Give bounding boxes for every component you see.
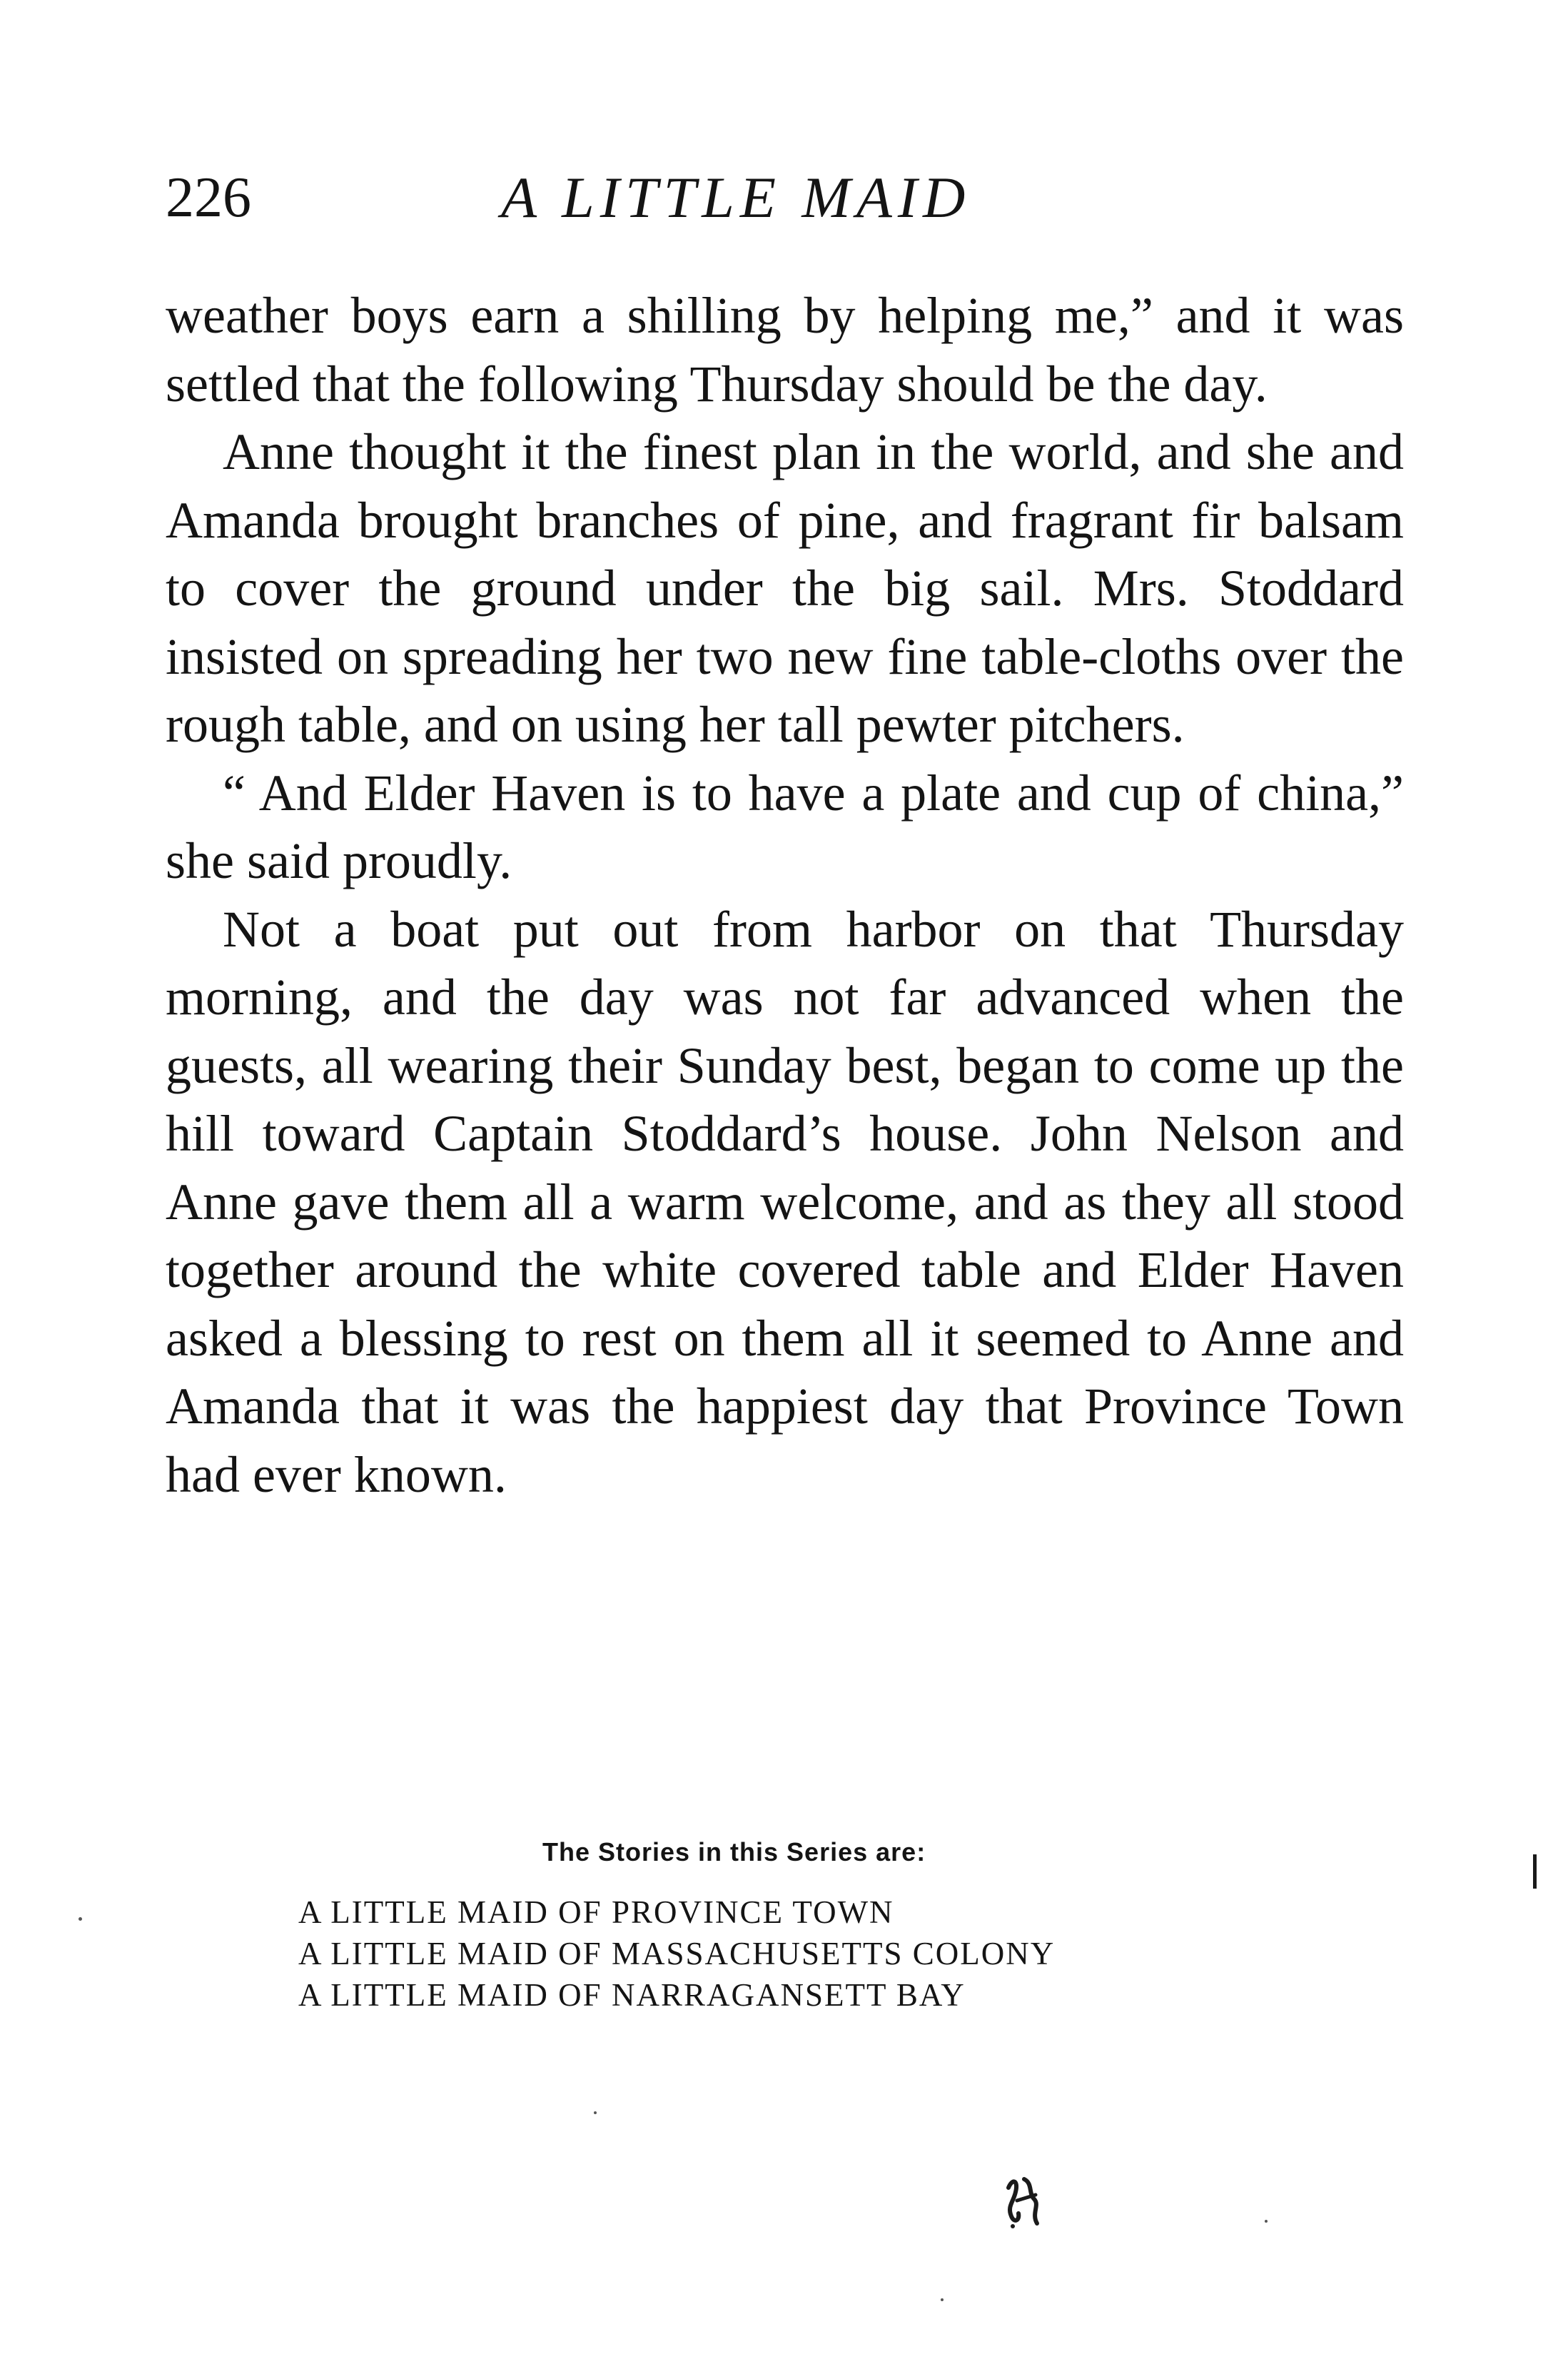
series-titles xyxy=(298,1891,1055,2016)
series-heading: The Stories in this Series are: xyxy=(542,1837,926,1867)
series-title: A LITTLE MAID OF MASSACHUSETTS COLONY xyxy=(298,1936,1056,1971)
body-text xyxy=(166,282,1404,1509)
paragraph: Not a boat put out from harbor on that Thursday morning, and the day was not far advanced when the guests, all wearing their Sunday best, began to come up the hill toward Captain Stoddard’s house. John Nelson and Anne gave them all a warm welcome, and as they all stood together around the white covered table and Elder Haven asked a blessing to rest on them all it seemed to Anne and Amanda that it was the happiest day that Province Town had ever known. xyxy=(166,900,1404,1503)
margin-mark xyxy=(1533,1854,1537,1889)
speck xyxy=(594,2111,597,2114)
paragraph: “ And Elder Haven is to have a plate and cup of china,” she said proudly. xyxy=(166,764,1404,889)
speck xyxy=(941,2298,944,2301)
running-title: A LITTLE MAID xyxy=(501,165,971,230)
running-head xyxy=(166,166,1400,230)
page-number: 226 xyxy=(166,166,251,229)
paragraph: Anne thought it the finest plan in the world, and she and Amanda brought branches of pine, and fragrant fir balsam to cover the ground under the big sail. Mrs. Stoddard insisted on spreading her two new fine table-cloths over the rough table, and on using her tall pewter pitchers. xyxy=(166,423,1404,753)
printer-ornament-icon xyxy=(1003,2173,1046,2231)
paragraph-continued: weather boys earn a shilling by helping me,” and it was settled that the following Thursday should be the day. xyxy=(166,287,1404,413)
series-title: A LITTLE MAID OF PROVINCE TOWN xyxy=(298,1894,894,1930)
speck xyxy=(79,1917,82,1921)
speck xyxy=(1265,2220,1268,2223)
series-title: A LITTLE MAID OF NARRAGANSETT BAY xyxy=(298,1977,966,2013)
